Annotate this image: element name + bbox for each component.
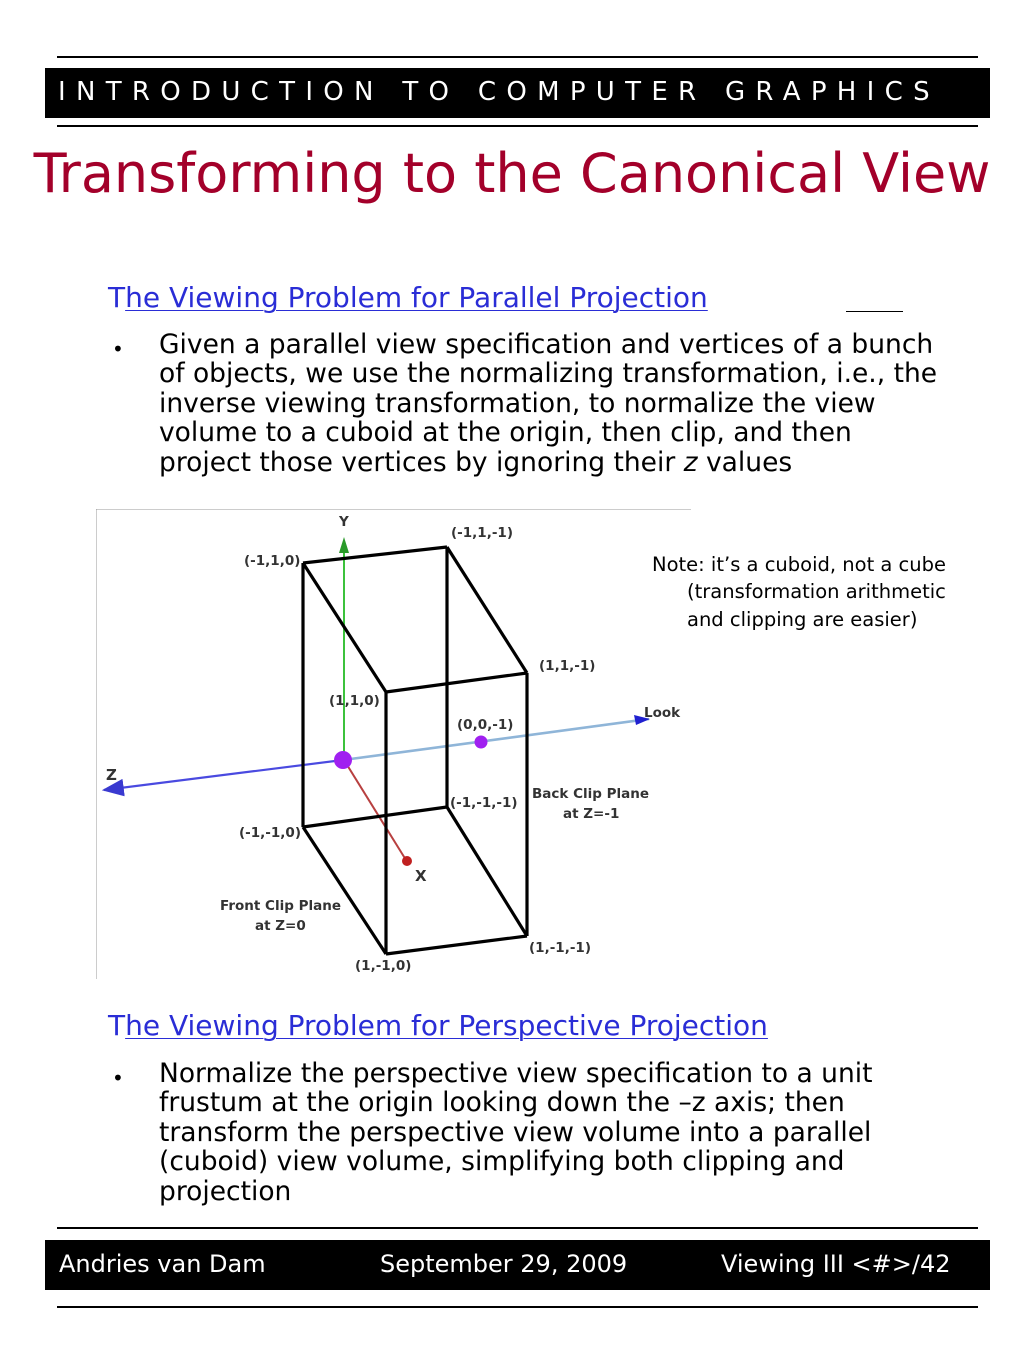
parallel-bullet-main: Given a parallel view specification and vertices of a bunch of objects, we use the normalizing transformation, i.e., the inverse viewing transformation, to normalize the view volume to a cuboid at the origin, then clip, and then project those vertices by ignoring their: [159, 329, 938, 478]
label-back-plane-line2: at Z=-1: [563, 806, 620, 822]
edge-front-top: [303, 547, 447, 563]
origin-dot: [334, 751, 352, 769]
parallel-heading-first-letter: T: [108, 281, 126, 314]
top-rule-upper: [57, 56, 978, 58]
edge-top-back: [386, 673, 527, 692]
y-arrow-head: [339, 537, 349, 553]
label-back-plane-line1: Back Clip Plane: [532, 786, 650, 802]
parallel-bullet-text: [159, 330, 939, 477]
edge-bottom-back: [386, 936, 527, 954]
parallel-heading: [108, 281, 708, 314]
cuboid-note: Note: it’s a cuboid, not a cube (transformation arithmetic and clipping are easier): [652, 553, 947, 631]
label-y-axis: Y: [339, 514, 349, 530]
perspective-bullet-symbol: •: [112, 1066, 124, 1090]
header-bar: [45, 68, 990, 118]
parallel-bullet-end: values: [697, 446, 793, 478]
label-vertex-top-back-right: (1,1,-1): [539, 658, 596, 674]
label-vertex-top-front-right: (1,1,0): [329, 693, 380, 709]
label-front-plane-line1: Front Clip Plane: [220, 898, 341, 914]
parallel-bullet-symbol: •: [112, 337, 124, 361]
parallel-heading-underline-extension: [846, 311, 903, 312]
perspective-heading: [108, 1009, 768, 1042]
parallel-bullet-z: z: [683, 446, 698, 478]
label-vertex-bottom-front-left: (-1,-1,0): [239, 825, 301, 841]
z-axis-line: [104, 760, 343, 790]
label-x-axis: X: [415, 867, 427, 885]
top-rule-lower: [57, 125, 978, 127]
edge-top-right: [447, 547, 527, 673]
x-axis-line: [344, 760, 406, 860]
label-vertex-center-back: (0,0,-1): [457, 717, 514, 733]
footer-slide-number: Viewing III <#>/42: [721, 1250, 951, 1278]
edge-bottom-left: [303, 827, 386, 954]
footer-bar: [45, 1240, 990, 1290]
perspective-bullet-text: Normalize the perspective view specification to a unit frustum at the origin looking down the –z axis; then transform the perspective view volume into a parallel (cuboid) view volume, simplifying both clipping and projection: [159, 1058, 873, 1207]
footer-author: Andries van Dam: [59, 1250, 266, 1278]
label-z-axis: Z: [106, 766, 117, 784]
label-vertex-bottom-back-right: (1,-1,-1): [529, 940, 591, 956]
x-axis-end-dot: [402, 856, 412, 866]
canonical-view-volume-diagram: [96, 509, 696, 979]
perspective-heading-first-letter: T: [108, 1009, 126, 1042]
label-front-plane-line2: at Z=0: [255, 918, 306, 934]
footer-date: September 29, 2009: [380, 1250, 628, 1278]
bottom-rule-upper: [57, 1227, 978, 1229]
label-look-axis: Look: [644, 705, 681, 721]
perspective-heading-rest: he Viewing Problem for Perspective Projection: [125, 1009, 768, 1042]
label-vertex-bottom-front-right: (1,-1,0): [355, 958, 412, 974]
label-vertex-top-back-left: (-1,1,-1): [451, 525, 513, 541]
course-title: INTRODUCTION TO COMPUTER GRAPHICS: [58, 77, 940, 107]
edge-bottom-right: [447, 807, 527, 936]
label-vertex-bottom-back-left: (-1,-1,-1): [450, 795, 518, 811]
bottom-rule-lower: [57, 1306, 978, 1308]
back-center-dot: [475, 736, 488, 749]
slide-title: Transforming to the Canonical View: [33, 142, 991, 205]
label-vertex-top-front-left: (-1,1,0): [244, 553, 301, 569]
parallel-heading-rest: he Viewing Problem for Parallel Projection: [125, 281, 708, 314]
